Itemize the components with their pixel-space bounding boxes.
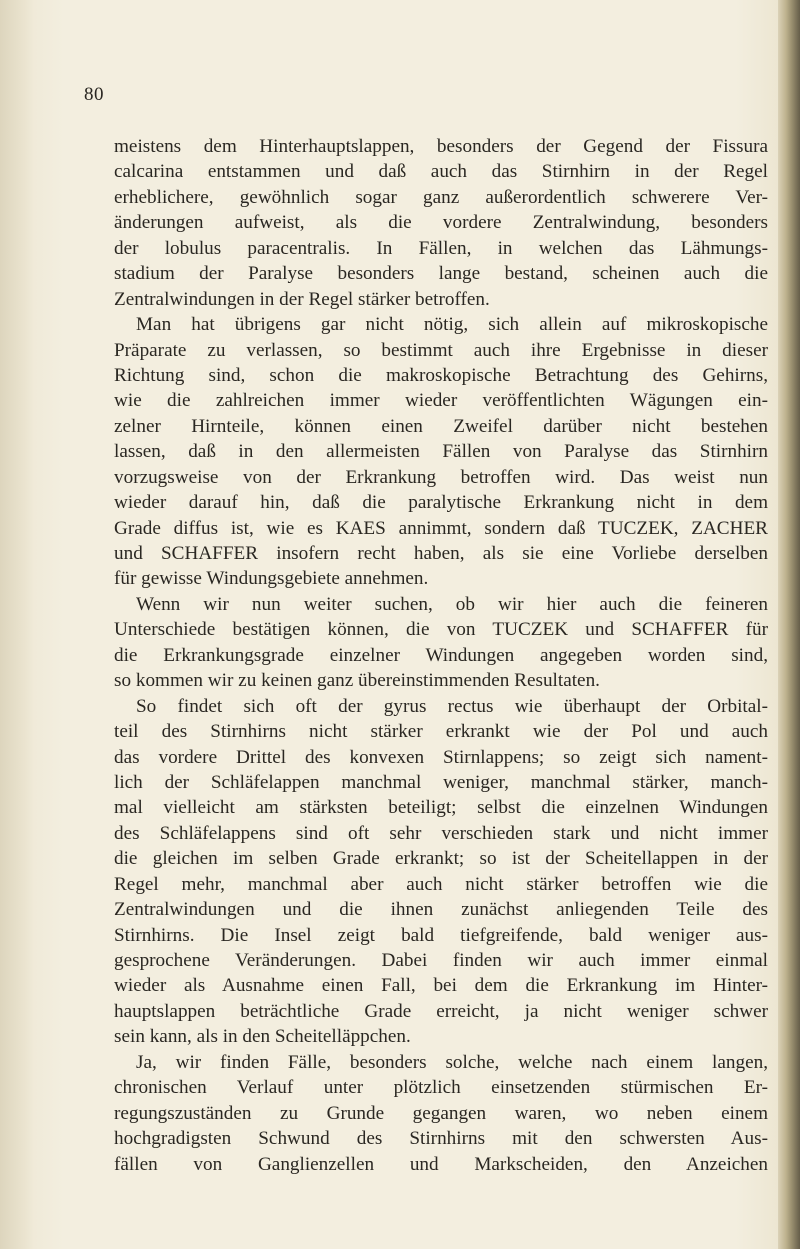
text-line: die gleichen im selben Grade erkrankt; so ist der Scheitellappen in der (114, 848, 768, 870)
text-line: Zentralwindungen in der Regel stärker betroffen. (114, 288, 490, 310)
text-line: erheblichere, gewöhnlich sogar ganz außerordentlich schwerere Ver- (114, 186, 768, 208)
text-line: mal vielleicht am stärksten beteiligt; selbst die einzelnen Windungen (114, 797, 768, 819)
text-line: fällen von Ganglienzellen und Markscheiden, den Anzeichen (114, 1153, 768, 1175)
gutter-shadow (0, 0, 34, 1249)
text-line: Stirnhirns. Die Insel zeigt bald tiefgreifende, bald weniger aus- (114, 924, 768, 946)
text-line: für gewisse Windungsgebiete annehmen. (114, 568, 429, 590)
text-line: wie die zahlreichen immer wieder veröffentlichten Wägungen ein- (114, 390, 768, 412)
text-line: lassen, daß in den allermeisten Fällen von Paralyse das Stirnhirn (114, 441, 768, 463)
text-line: Regel mehr, manchmal aber auch nicht stärker betroffen wie die (114, 873, 768, 895)
text-line: so kommen wir zu keinen ganz übereinstimmenden Resultaten. (114, 670, 600, 692)
text-line: calcarina entstammen und daß auch das Stirnhirn in der Regel (114, 161, 768, 183)
text-line: Wenn wir nun weiter suchen, ob wir hier auch die feineren (136, 593, 768, 615)
text-line: Ja, wir finden Fälle, besonders solche, welche nach einem langen, (136, 1051, 768, 1073)
text-line: teil des Stirnhirns nicht stärker erkrankt wie der Pol und auch (114, 721, 768, 743)
text-line: und SCHAFFER insofern recht haben, als sie eine Vorliebe derselben (114, 543, 768, 564)
text-line: sein kann, als in den Scheitelläppchen. (114, 1026, 411, 1048)
text-line: das vordere Drittel des konvexen Stirnlappens; so zeigt sich nament- (114, 746, 768, 768)
text-line: wieder darauf hin, daß die paralytische Erkrankung nicht in dem (114, 492, 768, 514)
text-line: lich der Schläfelappen manchmal weniger, manchmal stärker, manch- (114, 771, 768, 793)
text-line: vorzugsweise von der Erkrankung betroffen wird. Das weist nun (114, 466, 768, 488)
text-line: hauptslappen beträchtliche Grade erreicht, ja nicht weniger schwer (114, 1000, 768, 1022)
text-line: So findet sich oft der gyrus rectus wie überhaupt der Orbital- (136, 695, 768, 717)
text-line: Präparate zu verlassen, so bestimmt auch ihre Ergebnisse in dieser (114, 339, 768, 361)
text-line: Richtung sind, schon die makroskopische Betrachtung des Gehirns, (114, 364, 768, 386)
text-line: der lobulus paracentralis. In Fällen, in welchen das Lähmungs- (114, 237, 768, 259)
body-text (114, 134, 768, 1177)
text-line: meistens dem Hinterhauptslappen, besonders der Gegend der Fissura (114, 136, 768, 157)
text-line: Zentralwindungen und die ihnen zunächst anliegenden Teile des (114, 899, 768, 921)
text-line: Unterschiede bestätigen können, die von TUCZEK und SCHAFFER für (114, 619, 768, 641)
text-line: Grade diffus ist, wie es KAES annimmt, sondern daß TUCZEK, ZACHER (114, 517, 768, 539)
page-edge (778, 0, 800, 1249)
text-line: gesprochene Veränderungen. Dabei finden wir auch immer einmal (114, 950, 768, 971)
text-line: stadium der Paralyse besonders lange bestand, scheinen auch die (114, 263, 768, 285)
text-line: zelner Hirnteile, können einen Zweifel darüber nicht bestehen (114, 415, 768, 437)
text-line: änderungen aufweist, als die vordere Zentralwindung, besonders (114, 212, 768, 234)
text-line: die Erkrankungsgrade einzelner Windungen angegeben worden sind, (114, 644, 768, 666)
text-line: hochgradigsten Schwund des Stirnhirns mit den schwersten Aus- (114, 1128, 768, 1150)
text-line: des Schläfelappens sind oft sehr verschieden stark und nicht immer (114, 822, 768, 844)
text-line: Man hat übrigens gar nicht nötig, sich allein auf mikroskopische (136, 314, 768, 336)
page-number: 80 (84, 84, 104, 105)
text-line: regungszuständen zu Grunde gegangen waren, wo neben einem (114, 1102, 768, 1124)
text-line: chronischen Verlauf unter plötzlich einsetzenden stürmischen Er- (114, 1077, 768, 1099)
text-line: wieder als Ausnahme einen Fall, bei dem die Erkrankung im Hinter- (114, 975, 768, 997)
